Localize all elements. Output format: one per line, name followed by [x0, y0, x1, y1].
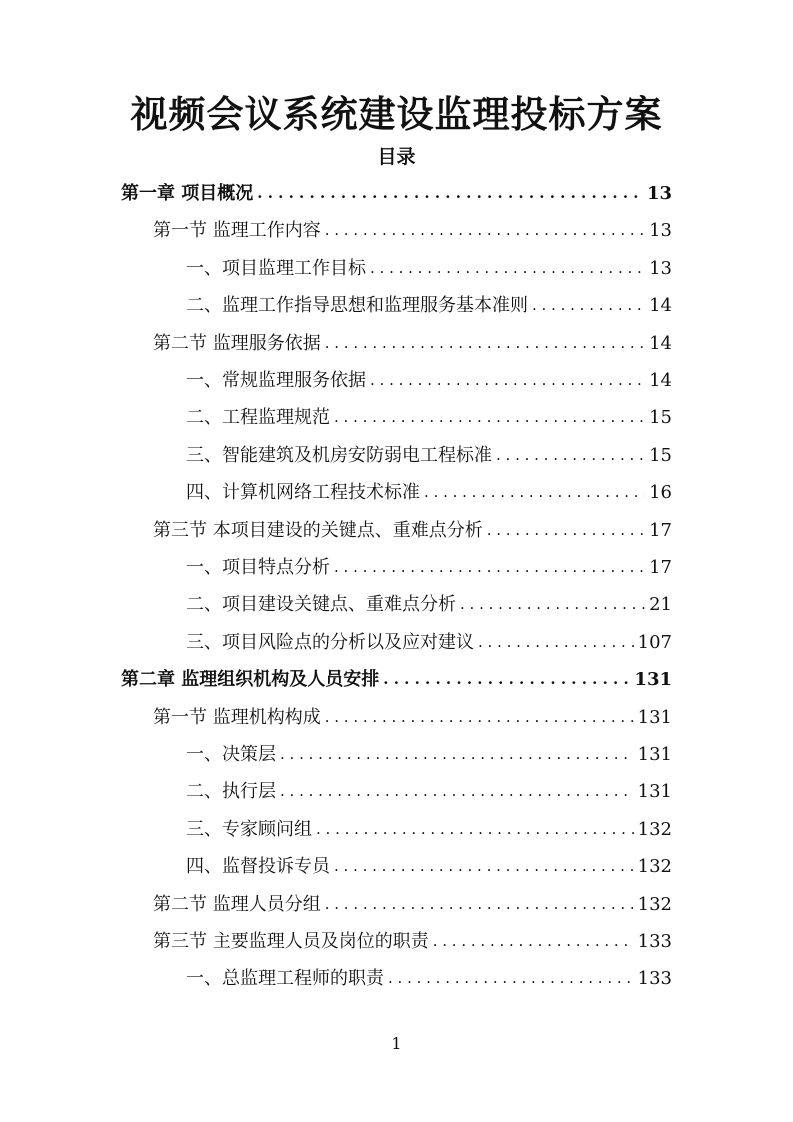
toc-entry[interactable] — [153, 325, 672, 362]
toc-entry-page: 132 — [637, 856, 672, 878]
toc-entry-label: 第二节 监理人员分组 — [153, 893, 321, 915]
toc-entry-page: 15 — [649, 444, 672, 466]
toc-entry-page: 131 — [634, 669, 672, 691]
toc-dot-leader — [532, 287, 645, 324]
toc-entry-page: 13 — [646, 183, 672, 204]
toc-dot-leader — [370, 250, 645, 287]
toc-entry-page: 131 — [637, 706, 672, 728]
toc-entry-label: 三、项目风险点的分析以及应对建议 — [186, 631, 474, 653]
toc-entry-page: 17 — [649, 519, 672, 541]
toc-entry-page: 21 — [649, 594, 672, 616]
toc-dot-leader — [383, 661, 630, 698]
toc-dot-leader — [280, 736, 634, 773]
toc-entry-page: 131 — [637, 781, 672, 803]
toc-dot-leader — [334, 399, 645, 436]
toc-entry-label: 二、项目建设关键点、重难点分析 — [186, 594, 456, 616]
toc-heading: 目录 — [377, 146, 416, 168]
toc-dot-leader — [334, 549, 645, 586]
toc-dot-leader — [334, 848, 634, 885]
toc-dot-leader — [325, 886, 634, 923]
toc-entry[interactable] — [186, 287, 672, 324]
toc-entry-label: 第一章 项目概况 — [121, 183, 254, 204]
toc-dot-leader — [496, 437, 645, 474]
toc-entry[interactable] — [186, 624, 672, 661]
toc-entry[interactable] — [186, 848, 672, 885]
toc-entry-page: 14 — [649, 332, 672, 354]
toc-entry[interactable] — [186, 736, 672, 773]
toc-entry[interactable] — [121, 175, 672, 212]
toc-entry-label: 第二节 监理服务依据 — [153, 332, 321, 354]
toc-entry-page: 132 — [637, 818, 672, 840]
toc-entry-page: 133 — [637, 968, 672, 990]
toc-entry-label: 一、总监理工程师的职责 — [186, 968, 384, 990]
toc-entry[interactable] — [153, 512, 672, 549]
toc-dot-leader — [325, 212, 645, 249]
toc-entry[interactable] — [153, 699, 672, 736]
toc-entry-page: 14 — [649, 370, 672, 391]
toc-entry-label: 二、工程监理规范 — [186, 407, 330, 429]
toc-entry-page: 15 — [649, 407, 672, 429]
toc-entry-page: 17 — [649, 557, 672, 578]
toc-entry-label: 二、执行层 — [186, 781, 276, 803]
toc-entry-label: 三、专家顾问组 — [186, 818, 312, 840]
toc-entry-page: 14 — [649, 295, 672, 317]
toc-dot-leader — [487, 512, 645, 549]
toc-dot-leader — [325, 325, 645, 362]
toc-entry-label: 三、智能建筑及机房安防弱电工程标准 — [186, 444, 492, 466]
toc-dot-leader — [257, 175, 643, 212]
toc-entry-label: 第一节 监理机构构成 — [153, 706, 321, 728]
toc-entry-page: 131 — [637, 744, 672, 765]
toc-entry[interactable] — [186, 586, 672, 623]
toc-entry-label: 第二章 监理组织机构及人员安排 — [121, 669, 380, 691]
toc-entry[interactable] — [153, 923, 672, 960]
toc-entry-page: 13 — [649, 257, 672, 279]
toc-entry[interactable] — [186, 960, 672, 997]
toc-entry-page: 132 — [637, 893, 672, 915]
toc-entry-page: 107 — [637, 631, 672, 653]
toc-dot-leader — [460, 586, 645, 623]
toc-entry[interactable] — [186, 549, 672, 586]
toc-dot-leader — [433, 923, 634, 960]
toc-entry[interactable] — [186, 811, 672, 848]
toc-entry[interactable] — [186, 773, 672, 810]
toc-entry-label: 四、计算机网络工程技术标准 — [186, 482, 420, 504]
toc-entry[interactable] — [121, 661, 672, 698]
toc-entry[interactable] — [186, 362, 672, 399]
toc-dot-leader — [370, 362, 645, 399]
toc-entry-label: 一、项目特点分析 — [186, 557, 330, 578]
toc-dot-leader — [388, 960, 634, 997]
toc-entry[interactable] — [153, 886, 672, 923]
document-title: 视频会议系统建设监理投标方案 — [130, 92, 663, 136]
toc-dot-leader — [316, 811, 634, 848]
toc-entry-label: 一、项目监理工作目标 — [186, 257, 366, 279]
toc-dot-leader — [280, 773, 634, 810]
page-number: 1 — [391, 1034, 402, 1053]
toc-entry[interactable] — [153, 212, 672, 249]
toc-dot-leader — [424, 474, 645, 511]
toc-entry-label: 第一节 监理工作内容 — [153, 220, 321, 242]
toc-entry-page: 13 — [649, 220, 672, 242]
toc-entry-label: 一、常规监理服务依据 — [186, 370, 366, 391]
toc-entry[interactable] — [186, 250, 672, 287]
toc-entry-label: 第三节 本项目建设的关键点、重难点分析 — [153, 519, 483, 541]
toc-entry-label: 一、决策层 — [186, 744, 276, 765]
toc-entry-label: 四、监督投诉专员 — [186, 856, 330, 878]
toc-entry-page: 16 — [649, 482, 672, 504]
toc-entry-label: 第三节 主要监理人员及岗位的职责 — [153, 931, 429, 952]
toc-dot-leader — [478, 624, 634, 661]
toc-entry-page: 133 — [637, 931, 672, 952]
toc-entry-label: 二、监理工作指导思想和监理服务基本准则 — [186, 295, 528, 317]
toc-entry[interactable] — [186, 437, 672, 474]
toc-dot-leader — [325, 699, 634, 736]
toc-entry[interactable] — [186, 399, 672, 436]
toc-entry[interactable] — [186, 474, 672, 511]
